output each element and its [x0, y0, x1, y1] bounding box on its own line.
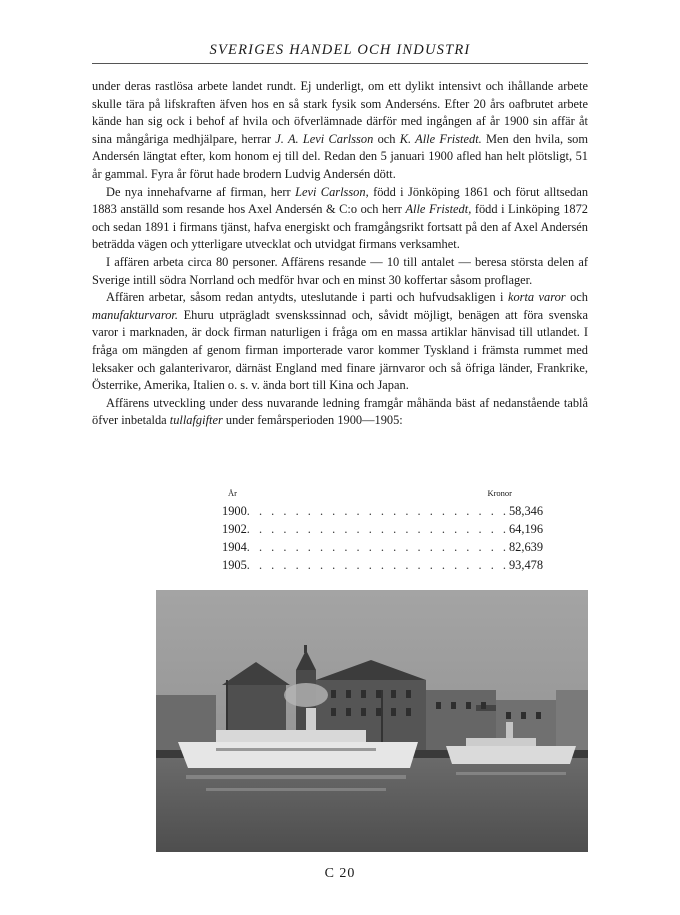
col-amount-header: Kronor: [487, 488, 512, 498]
row-amount: 93,478: [508, 558, 544, 572]
p2-text-3: född i Linköping 1872 och sedan 1891 i firmans tjänst, hafva energiskt och framgångsrikt fortsatt på den af Axel Andersén beträdda vägen och ytterligare utvecklat och utvidgat firmans verksamhet.: [92, 202, 588, 252]
p4-text-2: och: [565, 290, 588, 305]
table-row: [222, 540, 544, 558]
row-amount: 82,639: [508, 540, 544, 554]
p4-text-3: Ehuru utprägladt svenskssinnad och, såvidt möjligt, benägen att föra svenska varor i marknaden, är dock firman naturligen i fråga om en massa artiklar hänvisad till utlandet. I fråga om mängden af genom firman importerade varor kommer Tyskland i främsta rummet med leksaker och galanterivaror, därnäst England med finare järnvaror och så öfriga länder, Frankrike, Österrike, Amerika, Italien o. s. v. ända bort till Kina och Japan.: [92, 307, 588, 393]
p1-name-carlsson: J. A. Levi Carlsson: [275, 131, 374, 146]
harbor-photograph: [156, 590, 588, 852]
p1-text-1: under deras rastlösa arbete landet rundt. Ej underligt, om ett dylikt intensivt och ihållande arbete skulle tära på lifskraften äfven hos en så stark fysik som Anderséns. Efter 20 års oafbrutet arbete kände han sig ock i behof af hvila och öfverlämnade därför med ingången af år 1900 sin affär åt sina mångåriga medhjälpare, herrar: [92, 79, 588, 146]
p2-name-fristedt: Alle Fristedt,: [405, 202, 472, 217]
paragraph-3: I affären arbeta circa 80 personer. Affärens resande — 10 till antalet — beresa största delen af Sverige intill södra Norrland och medför hvar och en minst 30 koffertar såsom proflager.: [92, 254, 588, 287]
p1-text-2: och: [373, 131, 400, 146]
customs-table: [222, 488, 544, 576]
steam-cloud: [284, 683, 328, 707]
table-header: [222, 488, 522, 504]
col-year-header: År: [228, 488, 237, 498]
p5-text-1: Affärens utveckling under dess nuvarande ledning framgår måhända bäst af nedanstående tablå öfver inbetalda: [92, 395, 588, 428]
running-header: SVERIGES HANDEL OCH INDUSTRI: [209, 42, 471, 58]
row-year: 1904: [222, 540, 247, 554]
body-text: [92, 78, 588, 430]
row-year: 1900: [222, 504, 247, 518]
leader-dots: . . . . . . . . . . . . . . . . . . . . . .: [246, 504, 509, 518]
leader-dots: . . . . . . . . . . . . . . . . . . . . . .: [246, 522, 509, 536]
paragraph-5: [92, 395, 588, 430]
row-year: 1905: [222, 558, 247, 572]
p4-term-korta-varor: korta varor: [507, 290, 566, 305]
p2-text-1: De nya innehafvarne af firman, herr: [106, 184, 296, 199]
paragraph-1: [92, 78, 588, 184]
row-amount: 58,346: [508, 504, 544, 518]
p2-name-carlsson: Levi Carlsson,: [295, 184, 369, 199]
p1-text-3: Men den hvila, som Andersén längtat efter, kom honom ej till del. Redan den 5 januari 1900 afled han helt plötsligt, 51 år gammal. Fyra år förut hade brodern Ludvig Andersén dött.: [92, 131, 589, 181]
page-number: C 20: [324, 866, 356, 881]
paragraph-4: [92, 289, 588, 395]
row-amount: 64,196: [508, 522, 544, 536]
table-row: [222, 558, 544, 576]
p1-name-fristedt: K. Alle Fristedt.: [399, 131, 482, 146]
harbor-illustration: [156, 590, 588, 852]
row-year: 1902: [222, 522, 247, 536]
paragraph-2: [92, 184, 588, 254]
p5-term-tullafgifter: tullafgifter: [169, 413, 223, 428]
leader-dots: . . . . . . . . . . . . . . . . . . . . . .: [246, 558, 509, 572]
p4-text-1: Affären arbetar, såsom redan antydts, uteslutande i parti och hufvudsakligen i: [106, 290, 508, 305]
header-rule: [92, 63, 588, 64]
p4-term-manufakturvaror: manufakturvaror.: [92, 307, 178, 322]
p2-text-2: född i Jönköping 1861 och förut alltsedan 1883 anställd som resande hos Axel Andersén & C:o och herr: [92, 184, 589, 217]
p5-text-2: under femårsperioden 1900—1905:: [222, 413, 403, 428]
leader-dots: . . . . . . . . . . . . . . . . . . . . . .: [246, 540, 509, 554]
table-row: [222, 522, 544, 540]
table-row: [222, 504, 544, 522]
